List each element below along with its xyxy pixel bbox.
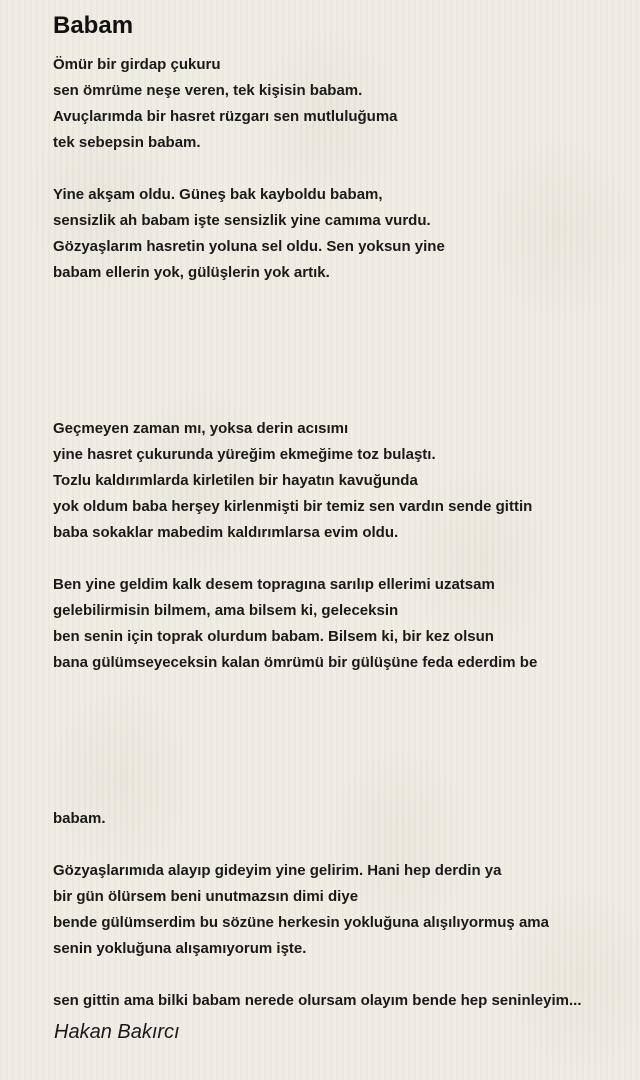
stanza-gap: [53, 832, 633, 858]
poem-author: Hakan Bakırcı: [54, 1021, 180, 1043]
poem-line: bir gün ölürsem beni unutmazsın dimi diye: [53, 888, 359, 905]
poem-line: Ömür bir girdap çukuru: [53, 56, 221, 73]
stanza-gap: [53, 546, 633, 572]
stanza: [53, 416, 633, 546]
stanza: [53, 182, 633, 286]
poem-line: Geçmeyen zaman mı, yoksa derin acısımı: [53, 420, 349, 437]
poem-line: babam.: [53, 810, 106, 827]
stanza-gap: [53, 156, 633, 182]
poem-line: tek sebepsin babam.: [53, 134, 201, 151]
poem-line: Tozlu kaldırımlarda kirletilen bir hayatın kavuğunda: [53, 472, 418, 489]
stanza-gap: [53, 962, 633, 988]
stanza: [53, 988, 633, 1014]
poem-line: bende gülümserdim bu sözüne herkesin yokluğuna alışılıyormuş ama: [53, 914, 549, 931]
poem-line: baba sokaklar mabedim kaldırımlarsa evim oldu.: [53, 524, 399, 541]
poem-line: yok oldum baba herşey kirlenmişti bir temiz sen vardın sende gittin: [53, 498, 533, 515]
stanza: [53, 52, 633, 156]
poem-line: bana gülümseyeceksin kalan ömrümü bir gülüşüne feda ederdim be: [53, 654, 538, 671]
poem-title: Babam: [53, 12, 134, 39]
poem-line: gelebilirmisin bilmem, ama bilsem ki, geleceksin: [53, 602, 399, 619]
stanza-gap: [53, 676, 633, 806]
poem-line: Gözyaşlarım hasretin yoluna sel oldu. Sen yoksun yine: [53, 238, 445, 255]
poem-line: Yine akşam oldu. Güneş bak kayboldu babam,: [53, 186, 383, 203]
stanza-gap: [53, 286, 633, 416]
poem-line: senin yokluğuna alışamıyorum işte.: [53, 940, 307, 957]
poem-line: Ben yine geldim kalk desem topragına sarılıp ellerimi uzatsam: [53, 576, 495, 593]
poem-line: Avuçlarımda bir hasret rüzgarı sen mutluluğuma: [53, 108, 398, 125]
stanza: [53, 806, 633, 832]
poem-line: ben senin için toprak olurdum babam. Bilsem ki, bir kez olsun: [53, 628, 494, 645]
poem-line: sen ömrüme neşe veren, tek kişisin babam.: [53, 82, 363, 99]
poem-line: Gözyaşlarımıda alayıp gideyim yine gelirim. Hani hep derdin ya: [53, 862, 502, 879]
poem-line: babam ellerin yok, gülüşlerin yok artık.: [53, 264, 330, 281]
poem-body: [53, 52, 633, 1014]
poem-line: sen gittin ama bilki babam nerede olursam olayım bende hep seninleyim...: [53, 992, 582, 1009]
stanza: [53, 572, 633, 676]
poem-line: yine hasret çukurunda yüreğim ekmeğime toz bulaştı.: [53, 446, 436, 463]
stanza: [53, 858, 633, 962]
poem-line: sensizlik ah babam işte sensizlik yine camıma vurdu.: [53, 212, 431, 229]
